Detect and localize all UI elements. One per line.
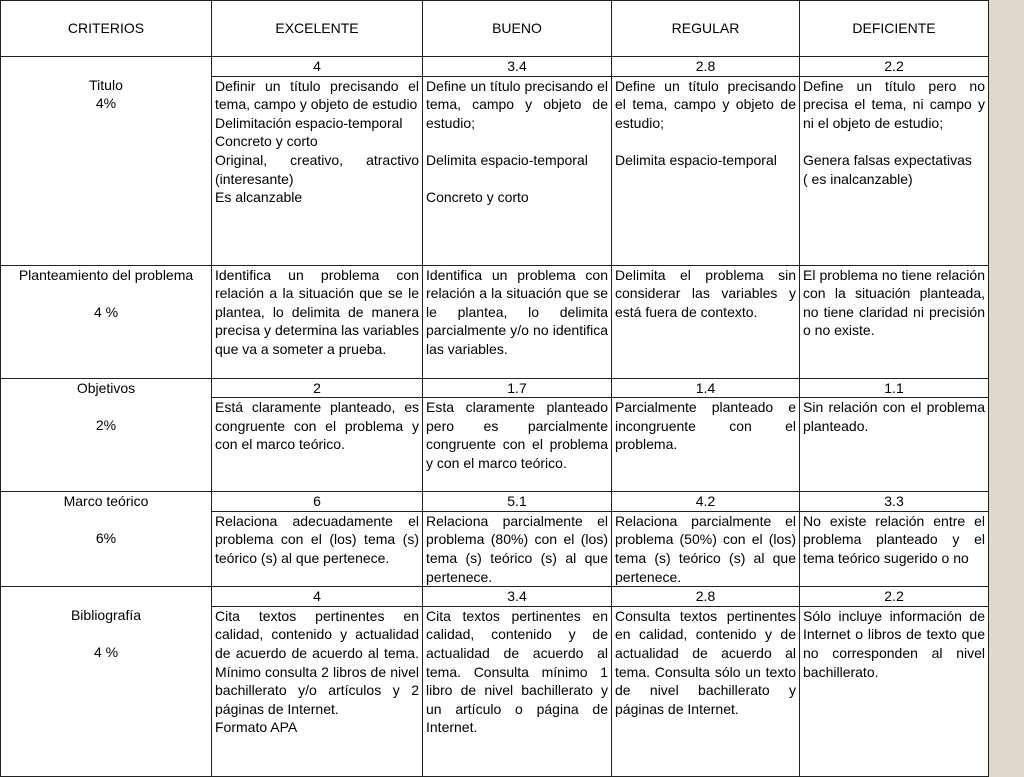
description-cell: Esta claramente planteado pero es parcialmente congruente con el problema y con el marco teórico. <box>423 398 612 492</box>
score-row-bibliografia <box>1 587 989 607</box>
score-cell: 2 <box>212 378 423 398</box>
description-cell: Delimita el problema sin considerar las variables y está fuera de contexto. <box>612 265 800 378</box>
score-cell: 6 <box>212 492 423 512</box>
score-cell: 2.2 <box>800 587 989 607</box>
score-cell: 4 <box>212 57 423 77</box>
description-cell: Identifica un problema con relación a la situación que se le plantea, lo delimita parcialmente y/o no identifica las variables. <box>423 265 612 378</box>
header-regular: REGULAR <box>612 1 800 57</box>
description-cell: Relaciona parcialmente el problema (50%) con el (los) tema (s) teórico (s) al que pertenece. <box>612 511 800 586</box>
description-cell: Relaciona adecuadamente el problema con el (los) tema (s) teórico (s) al que pertenece. <box>212 511 423 586</box>
description-cell: Parcialmente planteado e incongruente con el problema. <box>612 398 800 492</box>
description-cell: Define un título precisando el tema, campo y objeto de estudio; Delimita espacio-temporal Concreto y corto <box>423 76 612 265</box>
header-criterios: CRITERIOS <box>1 1 212 57</box>
header-deficiente: DEFICIENTE <box>800 1 989 57</box>
score-cell: 1.7 <box>423 378 612 398</box>
criterion-bibliografia <box>1 587 212 777</box>
criterion-planteamiento <box>1 265 212 378</box>
header-row <box>1 1 989 57</box>
criterion-objetivos <box>1 378 212 492</box>
criterion-titulo <box>1 57 212 266</box>
criterion-weight: 2% <box>95 416 117 433</box>
criterion-name: Titulo <box>89 76 123 93</box>
description-cell: Define un título pero no precisa el tema, ni campo y ni el objeto de estudio; Genera falsas expectativas ( es inalcanzable) <box>800 76 989 265</box>
header-excelente: EXCELENTE <box>212 1 423 57</box>
description-row-planteamiento <box>1 265 989 378</box>
score-cell: 3.4 <box>423 57 612 77</box>
score-cell: 3.4 <box>423 587 612 607</box>
description-cell: Define un título precisando el tema, campo y objeto de estudio; Delimita espacio-temporal <box>612 76 800 265</box>
description-cell: Identifica un problema con relación a la situación que se le plantea, lo delimita de manera precisa y determina las variables que va a someter a prueba. <box>212 265 423 378</box>
description-cell: Relaciona parcialmente el problema (80%) con el (los) tema (s) teórico (s) al que pertenece. <box>423 511 612 586</box>
score-cell: 1.4 <box>612 378 800 398</box>
score-row-titulo <box>1 57 989 77</box>
description-cell: Sólo incluye información de Internet o libros de texto que no corresponden al nivel bachillerato. <box>800 606 989 776</box>
criterion-marco-teorico <box>1 492 212 587</box>
score-cell: 3.3 <box>800 492 989 512</box>
criterion-weight: 4 % <box>93 303 119 320</box>
criterion-name: Objetivos <box>76 379 136 396</box>
score-cell: 1.1 <box>800 378 989 398</box>
description-cell: Sin relación con el problema planteado. <box>800 398 989 492</box>
description-cell: Consulta textos pertinentes en calidad, contenido y de actualidad de acuerdo al tema. Consulta sólo un texto de nivel bachillerato y páginas de Internet. <box>612 606 800 776</box>
criterion-name: Bibliografía <box>70 606 142 623</box>
description-cell: Está claramente planteado, es congruente con el problema y con el marco teórico. <box>212 398 423 492</box>
description-cell: Cita textos pertinentes en calidad, contenido y de actualidad de acuerdo al tema. Consulta mínimo 1 libro de nivel bachillerato y un artículo o página de Internet. <box>423 606 612 776</box>
score-cell: 2.2 <box>800 57 989 77</box>
header-bueno: BUENO <box>423 1 612 57</box>
score-cell: 4 <box>212 587 423 607</box>
score-row-marco-teorico <box>1 492 989 512</box>
description-cell: Definir un título precisando el tema, campo y objeto de estudio Delimitación espacio-temporal Concreto y corto Original, creativo, atractivo (interesante) Es alcanzable <box>212 76 423 265</box>
criterion-weight: 4 % <box>93 643 119 660</box>
description-cell: El problema no tiene relación con la situación planteada, no tiene claridad ni precisión o no existe. <box>800 265 989 378</box>
score-row-objetivos <box>1 378 989 398</box>
score-cell: 2.8 <box>612 587 800 607</box>
criterion-name: Planteamiento del problema <box>18 266 194 283</box>
criterion-name: Marco teórico <box>63 493 149 510</box>
score-cell: 4.2 <box>612 492 800 512</box>
description-cell: No existe relación entre el problema planteado y el tema teórico sugerido o no <box>800 511 989 586</box>
description-cell: Cita textos pertinentes en calidad, contenido y actualidad de acuerdo de acuerdo al tema. Mínimo consulta 2 libros de nivel bachillerato y/o artículos y 2 páginas de Internet. Formato APA <box>212 606 423 776</box>
criterion-weight: 4% <box>95 95 117 112</box>
score-cell: 5.1 <box>423 492 612 512</box>
score-cell: 2.8 <box>612 57 800 77</box>
criterion-weight: 6% <box>95 530 117 547</box>
